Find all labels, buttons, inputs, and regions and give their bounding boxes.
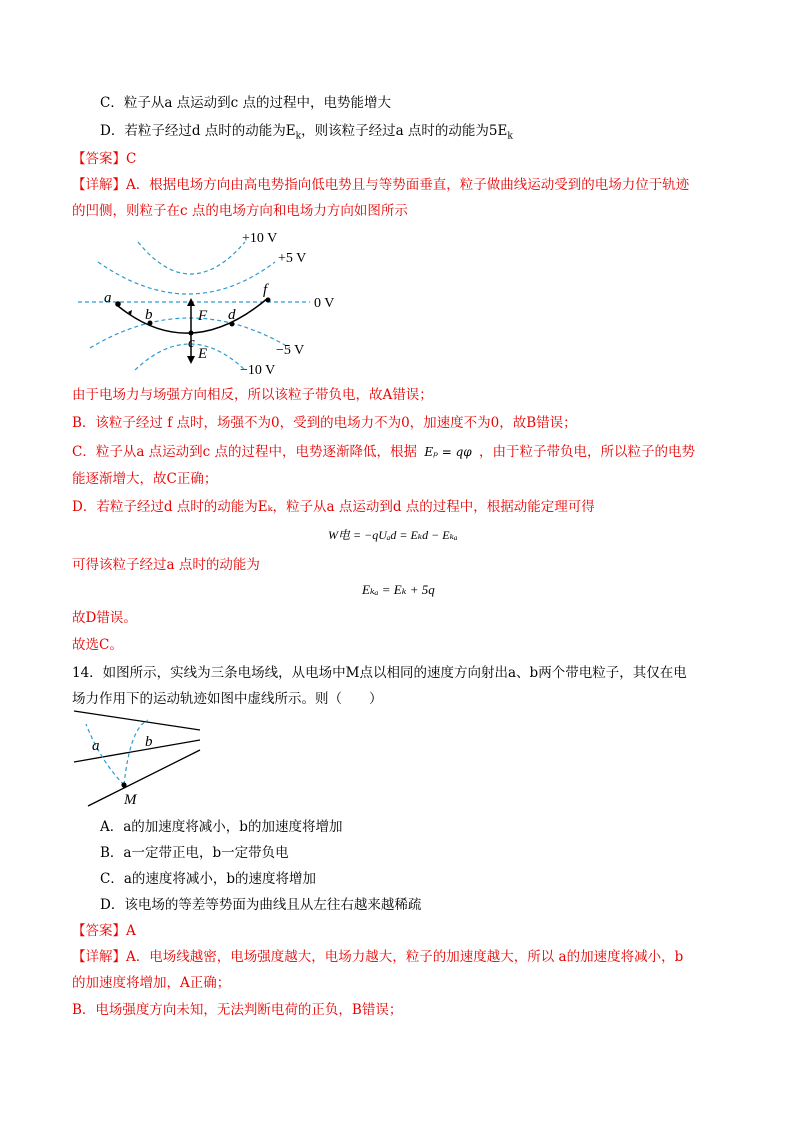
q13-explanation-4: B．该粒子经过 f 点时，场强不为0，受到的电场力不为0，加速度不为0，故B错误；: [72, 415, 577, 431]
q14-option-a: A．a的加速度将减小，b的加速度将增加: [100, 819, 343, 835]
q13-answer: 【答案】C: [72, 151, 137, 167]
label-plus5v: +5 V: [278, 251, 307, 266]
q14-answer: 【答案】A: [72, 923, 136, 939]
label-0v: 0 V: [314, 296, 335, 311]
q13-explanation-5a: C．粒子从a 点运动到c 点的过程中，电势逐渐降低，根据: [72, 444, 418, 460]
label-minus10v: −10 V: [240, 363, 276, 378]
label-c: c: [188, 335, 195, 351]
field-arrowhead: [187, 356, 195, 364]
q13-explanation-2: 的凹侧，则粒子在c 点的电场方向和电场力方向如图所示: [72, 203, 408, 219]
q13-explanation-10: 故选C。: [72, 637, 123, 653]
point-a: [115, 301, 121, 307]
label-minus5v: −5 V: [276, 343, 305, 358]
q14-stem-2: 场力作用下的运动轨迹如图中虚线所示。则（ ）: [72, 691, 383, 707]
equipotential-plus10: [138, 242, 245, 274]
label-field: E: [198, 346, 208, 362]
q13-option-d: [100, 122, 513, 146]
q13-explanation-6: 能逐渐增大，故C正确；: [72, 471, 218, 487]
q13-explanation-9: 故D错误。: [72, 610, 137, 626]
label-plus10v: +10 V: [242, 231, 278, 246]
label-a: a: [104, 290, 112, 306]
q13-explanation-1: 【详解】A．根据电场方向由高电势指向低电势且与等势面垂直，粒子做曲线运动受到的电场力位于轨迹: [72, 177, 690, 193]
label-b: b: [145, 307, 153, 323]
field-line-bottom: [88, 750, 200, 806]
q13-option-d-end-sub: k: [507, 131, 513, 142]
q13-explanation-5: [72, 443, 695, 461]
q14-explanation-2: 的加速度将增加，A正确；: [72, 975, 231, 991]
field-lines-figure: [72, 708, 212, 810]
q13-option-d-text: D．若粒子经过d 点时的动能为E: [100, 123, 296, 139]
formula-ep: Eₚ = qφ: [424, 445, 472, 459]
label-b-fig2: b: [145, 734, 153, 750]
q14-explanation-3: B．电场强度方向未知，无法判断电荷的正负，B错误；: [72, 1002, 403, 1018]
q13-explanation-5b: ，由于粒子带负电，所以粒子的电势: [478, 444, 695, 460]
formula-work-energy: W电 = −qUₐd = Eₖd − Eₖₐ: [328, 528, 458, 542]
q14-option-c: C．a的速度将减小，b的速度将增加: [100, 871, 317, 887]
q13-explanation-8: 可得该粒子经过a 点时的动能为: [72, 557, 260, 573]
label-d: d: [228, 307, 236, 323]
label-m: M: [124, 792, 137, 808]
equipotential-figure: [70, 226, 360, 378]
label-force: F: [198, 308, 208, 324]
field-line-top: [74, 711, 200, 730]
q13-option-d-sub: k: [295, 131, 302, 142]
formula-eka: Eₖₐ = Eₖ + 5q: [362, 582, 435, 597]
label-a-fig2: a: [92, 738, 100, 754]
point-m: [121, 782, 126, 787]
equipotential-plus5: [98, 262, 275, 294]
q13-option-d-mid: ，则该粒子经过a 点时的动能为5E: [301, 123, 508, 139]
q14-stem-1: 14．如图所示，实线为三条电场线，从电场中M点以相同的速度方向射出a、b两个带电粒子，其仅在电: [72, 665, 687, 681]
q14-explanation-1: 【详解】A．电场线越密，电场强度越大，电场力越大，粒子的加速度越大，所以 a的加速度将减小，b: [72, 949, 684, 965]
q13-explanation-7: D．若粒子经过d 点时的动能为Eₖ，粒子从a 点运动到d 点的过程中，根据动能定理可得: [72, 499, 595, 515]
q14-option-b: B．a一定带正电，b一定带负电: [100, 845, 289, 861]
q14-option-d: D．该电场的等差等势面为曲线且从左往右越来越稀疏: [100, 897, 422, 913]
q13-explanation-3: 由于电场力与场强方向相反，所以该粒子带负电，故A错误；: [72, 387, 433, 403]
q13-option-c: C．粒子从a 点运动到c 点的过程中，电势能增大: [100, 95, 392, 111]
label-f: f: [263, 282, 268, 298]
point-f: [266, 298, 271, 303]
